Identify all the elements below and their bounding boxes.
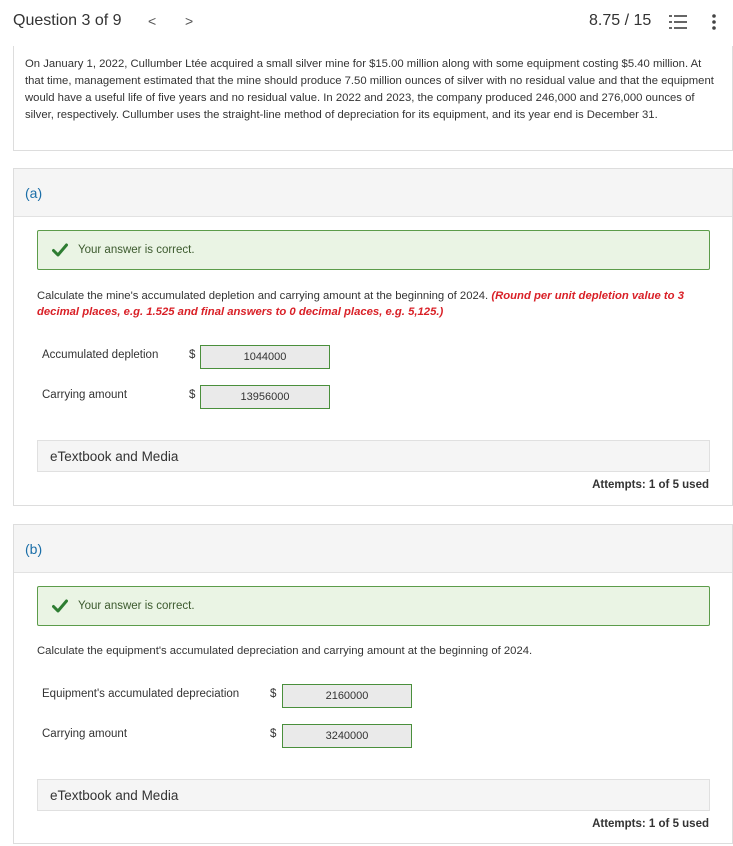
next-question-button[interactable]: >: [185, 13, 194, 29]
checkmark-icon: [52, 243, 68, 257]
part-a-correct-banner: [37, 230, 710, 270]
part-a-panel: [13, 168, 733, 506]
top-bar: [0, 0, 733, 45]
equipment-accumulated-depreciation-label: Equipment's accumulated depreciation: [42, 688, 240, 700]
part-a-header: [14, 169, 732, 217]
part-a-rounding-note: (Round per unit depletion value to 3 decimal places, e.g. 1.525 and final answers to 0 decimal places, e.g. 5,125.): [37, 290, 685, 318]
dollar-sign: $: [189, 349, 196, 361]
mine-carrying-amount-input[interactable]: 13956000: [200, 385, 330, 409]
part-a-etextbook-link[interactable]: eTextbook and Media: [37, 440, 710, 472]
part-b-label: (b): [25, 541, 43, 557]
carrying-amount-label: Carrying amount: [42, 389, 128, 401]
checkmark-icon: [52, 599, 68, 613]
part-a-instruction-text: Calculate the mine's accumulated depletion and carrying amount at the beginning of 2024.: [37, 290, 489, 302]
part-a-attempts: Attempts: 1 of 5 used: [592, 479, 709, 491]
part-b-panel: [13, 524, 733, 844]
problem-text: On January 1, 2022, Cullumber Ltée acquired a small silver mine for $15.00 million along with some equipment costing $5.40 million. At that time, management estimated that the mine should produce 7.50 million ounces of silver with no residual value and that the equipment would have a useful life of five years and no residual value. In 2022 and 2023, the company produced 246,000 and 276,000 ounces of silver, respectively. Cullumber uses the straight-line method of depreciation for its equipment, and its year end is December 31.: [25, 58, 714, 121]
previous-question-button[interactable]: <: [148, 13, 157, 29]
part-b-status-text: Your answer is correct.: [78, 600, 195, 612]
dollar-sign: $: [270, 728, 277, 740]
part-b-correct-banner: [37, 586, 710, 626]
part-a-label: (a): [25, 185, 43, 201]
part-b-instruction-text: Calculate the equipment's accumulated depreciation and carrying amount at the beginning of 2024.: [37, 645, 533, 657]
part-a-status-text: Your answer is correct.: [78, 244, 195, 256]
equipment-carrying-amount-input[interactable]: 3240000: [282, 724, 412, 748]
part-b-instructions: [37, 643, 707, 659]
problem-statement: [13, 46, 733, 151]
more-options-icon[interactable]: [711, 13, 717, 31]
score-display: 8.75 / 15: [589, 12, 652, 29]
part-b-etextbook-link[interactable]: eTextbook and Media: [37, 779, 710, 811]
question-list-icon[interactable]: [669, 14, 687, 30]
part-b-attempts: Attempts: 1 of 5 used: [592, 818, 709, 830]
dollar-sign: $: [270, 688, 277, 700]
equipment-carrying-amount-label: Carrying amount: [42, 728, 128, 740]
question-counter: Question 3 of 9: [13, 12, 122, 29]
equipment-accumulated-depreciation-input[interactable]: 2160000: [282, 684, 412, 708]
part-a-instructions: [37, 288, 707, 320]
dollar-sign: $: [189, 389, 196, 401]
part-b-header: [14, 525, 732, 573]
accumulated-depletion-input[interactable]: 1044000: [200, 345, 330, 369]
accumulated-depletion-label: Accumulated depletion: [42, 349, 159, 361]
